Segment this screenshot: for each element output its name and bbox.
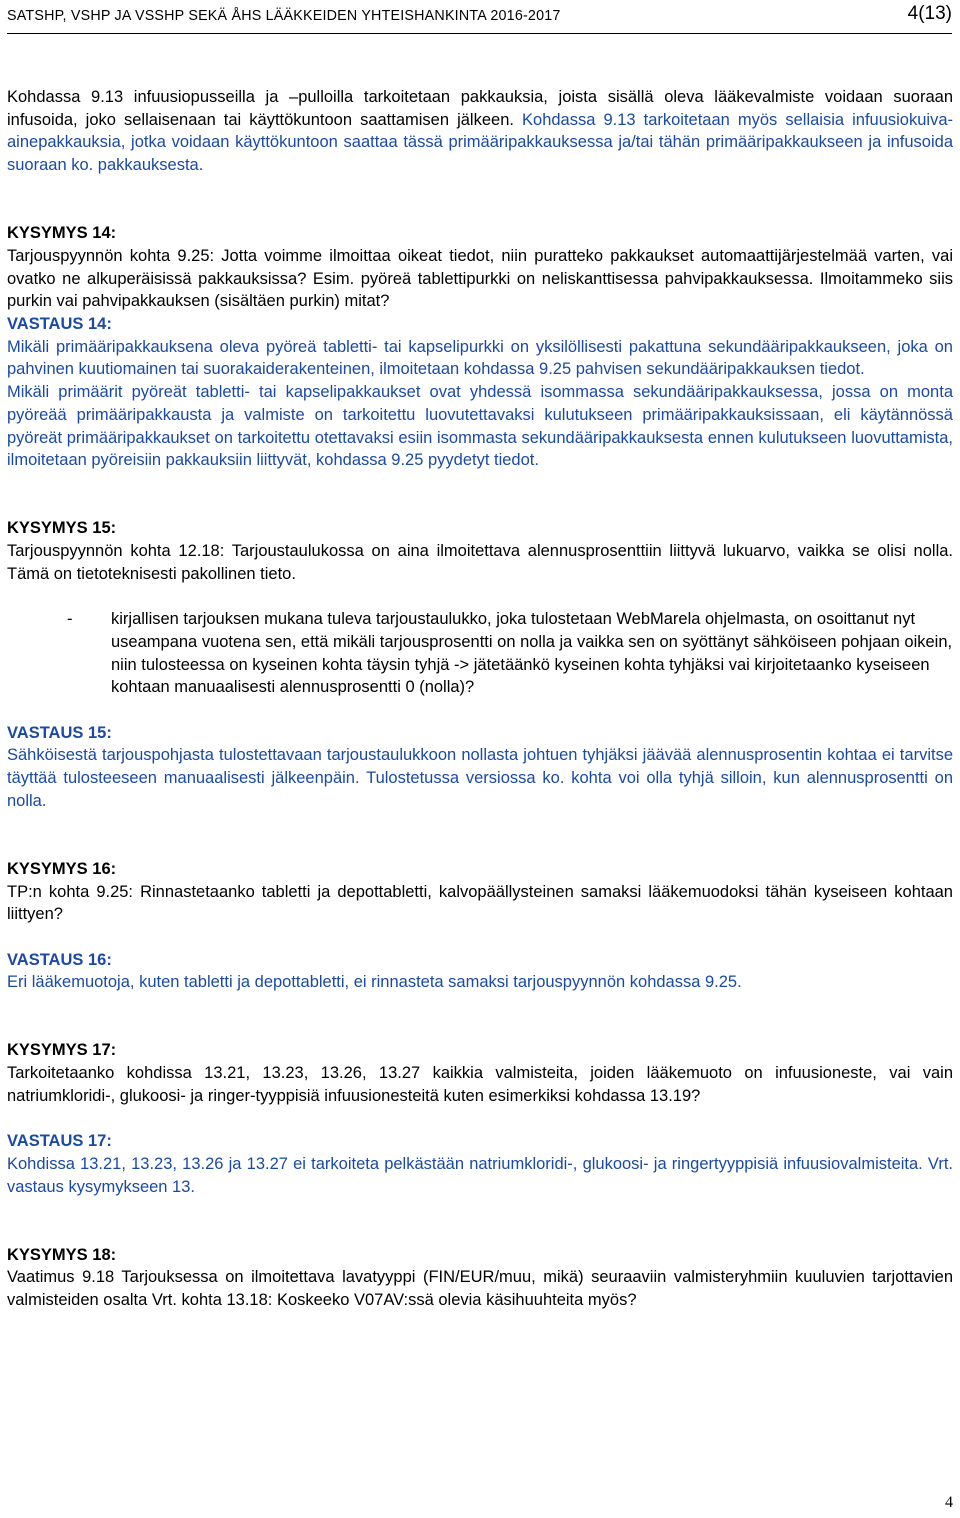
- list-item-text: kirjallisen tarjouksen mukana tuleva tarjoustaulukko, joka tulostetaan WebMarela ohjelmasta, on osoittanut nyt useampana vuotena sen, että mikäli tarjousprosentti on nolla ja vaikka sen on syöttänyt sähköiseen pohjaan oikein, niin tulosteessa on kyseinen kohta täysin tyhjä -> jätetäänkö kyseinen kohta tyhjäksi vai kirjoitetaanko kyseiseen kohtaan manuaalisesti alennusprosentti 0 (nolla)?: [111, 610, 953, 697]
- question-18-text: Vaatimus 9.18 Tarjouksessa on ilmoitettava lavatyyppi (FIN/EUR/muu, mikä) seuraaviin valmisteryhmiin kuuluvien tarjottavien valmisteiden osalta Vrt. kohta 13.18: Koskeeko V07AV:ssä olevia käsihuuhteita myös?: [7, 1268, 953, 1310]
- answer-16-label: VASTAUS 16:: [7, 950, 112, 969]
- question-15-text: Tarjouspyynnön kohta 12.18: Tarjoustaulukossa on aina ilmoitettava alennusprosenttiin liittyvä lukuarvo, vaikka se olisi nolla. Tämä on tietoteknisesti pakollinen tieto.: [7, 542, 953, 583]
- answer-15-text: Sähköisestä tarjouspohjasta tulostettavaan tarjoustaulukkoon nollasta johtuen tyhjäksi jäävää alennusprosentin kohtaa ei tarvitse täyttää tulosteeseen manuaalisesti jälkeenpäin. Tulostetussa versiossa ko. kohta voi olla tyhjä silloin, kun alennusprosentti on nolla.: [7, 746, 953, 810]
- answer-14-paragraph-2: Mikäli primäärit pyöreät tabletti- tai kapselipakkaukset ovat yhdessä isommassa sekundääripakkauksessa, jossa on monta pyöreää primääripakkausta ja valmiste on tarkoitettu luovutettavaksi kulutukseen primääripakkauksissaan, eli käytännössä pyöreät primääripakkaukset on tarkoitettu otettavaksi esiin isommasta sekundääripakkauksesta ennen kulutukseen luovuttamista, ilmoitetaan pyöreisiin pakkauksiin liittyvät, kohdassa 9.25 pyydetyt tiedot.: [7, 383, 953, 470]
- list-dash: -: [67, 610, 73, 629]
- question-17-label: KYSYMYS 17:: [7, 1041, 117, 1060]
- header-title: SATSHP, VSHP JA VSSHP SEKÄ ÅHS LÄÄKKEIDEN YHTEISHANKINTA 2016-2017: [7, 8, 561, 24]
- question-18-label: KYSYMYS 18:: [7, 1245, 117, 1264]
- intro-paragraph: [7, 86, 953, 177]
- document-body: [7, 86, 953, 1312]
- question-16-label: KYSYMYS 16:: [7, 859, 117, 878]
- intro-answer-text: Kohdassa 9.13 tarkoitetaan myös sellaisia infuusiokuiva-ainepakkauksia, jotka voidaan käyttökuntoon saattaa tässä primääripakkauksessa ja/tai tähän primääripakkaukseen ja infusoida suoraan ko. pakkauksesta.: [7, 110, 953, 175]
- question-15-list: [7, 608, 953, 699]
- list-item: [7, 608, 953, 699]
- question-14-text: Tarjouspyynnön kohta 9.25: Jotta voimme ilmoittaa oikeat tiedot, niin puratteko pakkaukset automaattijärjestelmää varten, vai ovatko ne alkuperäisissä pakkauksissa? Esim. pyöreä tablettipurkki on neliskanttisessa pahvipakkauksessa. Ilmoitammeko siis purkin vai pahvipakkauksen (sisältäen purkin) mitat?: [7, 246, 953, 311]
- intro-text: Kohdassa 9.13 infuusiopusseilla ja –pulloilla tarkoitetaan pakkauksia, joista sisällä oleva lääkevalmiste voidaan suoraan infusoida, joko sellaisenaan tai käyttökuntoon saattamisen jälkeen.: [7, 88, 953, 129]
- answer-14-paragraph-1: Mikäli primääripakkauksena oleva pyöreä tabletti- tai kapselipurkki on yksilöllisesti pakattuna sekundääripakkaukseen, joka on pahvinen kuutiomainen tai suorakaiderakenteinen, ilmoitetaan kohdassa 9.25 pahvisen sekundääripakkauksen tiedot.: [7, 337, 953, 379]
- answer-16-text: Eri lääkemuotoja, kuten tabletti ja depottabletti, ei rinnasteta samaksi tarjouspyynnön kohdassa 9.25.: [7, 973, 742, 992]
- answer-15-label: VASTAUS 15:: [7, 723, 112, 742]
- question-15-label: KYSYMYS 15:: [7, 519, 117, 538]
- footer-page-number: 4: [945, 1494, 953, 1511]
- answer-17-label: VASTAUS 17:: [7, 1132, 112, 1151]
- question-17-text: Tarkoitetaanko kohdissa 13.21, 13.23, 13.26, 13.27 kaikkia valmisteita, joiden lääkemuoto on infuusioneste, vai vain natriumkloridi-, glukoosi- ja ringer-tyyppisiä infuusionesteitä kuten esimerkiksi kohdassa 13.19?: [7, 1064, 953, 1105]
- answer-17-text: Kohdissa 13.21, 13.23, 13.26 ja 13.27 ei tarkoiteta pelkästään natriumkloridi-, glukoosi- ja ringertyyppisiä infuusiovalmisteita. Vrt. vastaus kysymykseen 13.: [7, 1154, 953, 1196]
- page-header: [7, 3, 952, 34]
- question-14-label: KYSYMYS 14:: [7, 224, 117, 243]
- header-page-number: 4(13): [907, 3, 952, 24]
- question-16-text: TP:n kohta 9.25: Rinnastetaanko tabletti ja depottabletti, kalvopäällysteinen samaksi lääkemuodoksi tähän kyseiseen kohtaan liittyen?: [7, 882, 953, 924]
- answer-14-label: VASTAUS 14:: [7, 315, 112, 334]
